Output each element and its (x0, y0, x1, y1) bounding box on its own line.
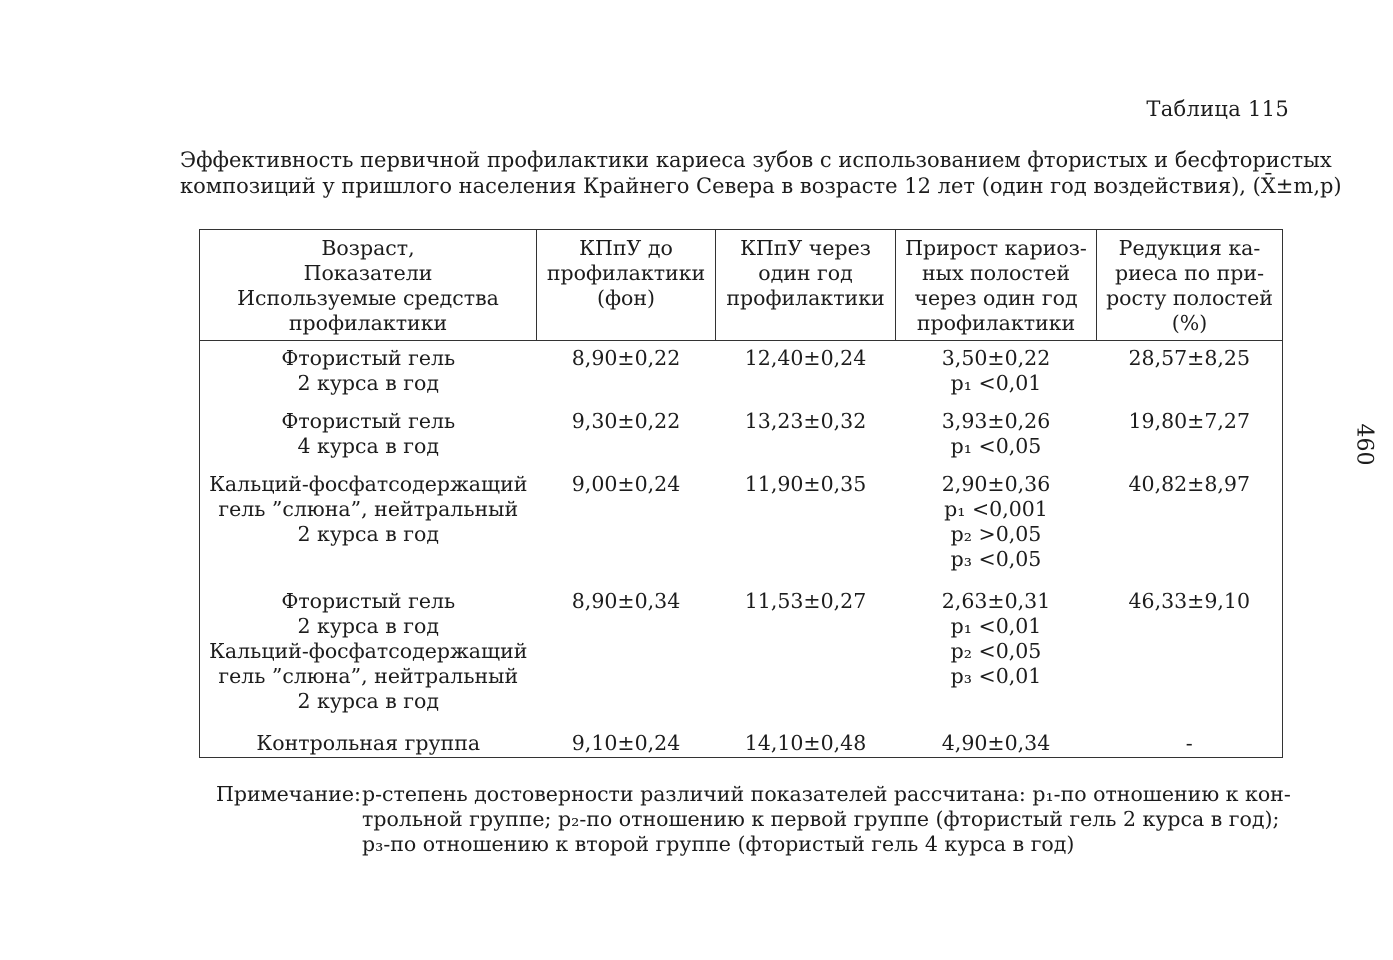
table-row (200, 404, 1283, 467)
header-agent (200, 230, 537, 341)
data-table (199, 229, 1283, 758)
header-increase (896, 230, 1097, 341)
table-row (200, 584, 1283, 726)
cell-agent (200, 467, 537, 584)
increase-line: 3,93±0,26 (941, 409, 1051, 433)
increase-line: p₃ <0,01 (950, 664, 1042, 688)
note-body (362, 782, 1291, 857)
table-label: Таблица 115 (1146, 97, 1289, 121)
agent-line: Кальций-фосфатсодержащий (209, 639, 528, 663)
increase-line: p₁ <0,001 (944, 497, 1048, 521)
header-line: Редукция ка- (1118, 236, 1261, 260)
page-number: 460 (1351, 423, 1377, 466)
note-line: p₃-по отношению к второй группе (фтористый гель 4 курса в год) (362, 832, 1075, 856)
cell-before: 9,10±0,24 (571, 731, 681, 755)
agent-line: Фтористый гель (281, 409, 456, 433)
header-line: Возраст, (321, 236, 415, 260)
increase-line: 3,50±0,22 (941, 346, 1051, 370)
header-line: профилактики (916, 311, 1076, 335)
increase-line: 4,90±0,34 (941, 731, 1051, 755)
cell-after: 11,90±0,35 (744, 472, 867, 496)
cell-increase (896, 467, 1097, 584)
header-line: КПпУ через (740, 236, 871, 260)
note-line: трольной группе; p₂-по отношению к первой группе (фтористый гель 2 курса в год); (362, 807, 1280, 831)
cell-before: 8,90±0,22 (571, 346, 681, 370)
header-row (200, 230, 1283, 341)
cell-reduction: 46,33±9,10 (1128, 589, 1250, 613)
header-line: ных полостей (921, 261, 1071, 285)
increase-line: 2,90±0,36 (941, 472, 1051, 496)
cell-after: 12,40±0,24 (744, 346, 867, 370)
cell-before: 9,30±0,22 (571, 409, 681, 433)
increase-line: p₁ <0,01 (950, 371, 1042, 395)
header-after (716, 230, 896, 341)
note-head: Примечание: (216, 782, 361, 806)
cell-before: 9,00±0,24 (571, 472, 681, 496)
increase-line: p₁ <0,05 (950, 434, 1042, 458)
table-row (200, 467, 1283, 584)
cell-reduction: 19,80±7,27 (1128, 409, 1250, 433)
cell-agent (200, 584, 537, 726)
cell-increase (896, 341, 1097, 405)
note-line: p-степень достоверности различий показателей рассчитана: p₁-по отношению к кон- (362, 782, 1291, 806)
cell-reduction: 28,57±8,25 (1128, 346, 1250, 370)
cell-agent (200, 726, 537, 758)
cell-agent (200, 341, 537, 405)
header-line: (фон) (596, 286, 656, 310)
cell-increase (896, 584, 1097, 726)
caption-line: Эффективность первичной профилактики кариеса зубов с использованием фтористых и бесфтористых (180, 148, 1332, 172)
header-line: один год (758, 261, 853, 285)
agent-line: 2 курса в год (297, 689, 440, 713)
header-line: Прирост кариоз- (905, 236, 1087, 260)
table-caption (180, 147, 1342, 199)
cell-after: 13,23±0,32 (744, 409, 867, 433)
header-line: КПпУ до (579, 236, 673, 260)
cell-reduction: 40,82±8,97 (1128, 472, 1250, 496)
increase-line: p₂ <0,05 (950, 639, 1042, 663)
cell-after: 14,10±0,48 (744, 731, 867, 755)
agent-line: гель ”слюна”, нейтральный (218, 497, 519, 521)
header-before (537, 230, 716, 341)
header-line: профилактики (288, 311, 448, 335)
cell-reduction: - (1185, 731, 1193, 755)
header-line: риеса по при- (1114, 261, 1265, 285)
header-line: росту полостей (1106, 286, 1273, 310)
increase-line: p₂ >0,05 (950, 522, 1042, 546)
header-line: Показатели (303, 261, 433, 285)
agent-line: Контрольная группа (256, 731, 481, 755)
table-row (200, 726, 1283, 758)
cell-before: 8,90±0,34 (571, 589, 681, 613)
header-line: профилактики (726, 286, 885, 310)
agent-line: гель ”слюна”, нейтральный (218, 664, 519, 688)
cell-agent (200, 404, 537, 467)
agent-line: 2 курса в год (297, 614, 440, 638)
table-row (200, 341, 1283, 405)
cell-increase (896, 404, 1097, 467)
increase-line: 2,63±0,31 (941, 589, 1051, 613)
increase-line: p₁ <0,01 (950, 614, 1042, 638)
header-line: (%) (1171, 311, 1208, 335)
agent-line: Фтористый гель (281, 589, 456, 613)
agent-line: 2 курса в год (297, 522, 440, 546)
agent-line: 2 курса в год (297, 371, 440, 395)
cell-increase (896, 726, 1097, 758)
header-line: Используемые средства (237, 286, 499, 310)
increase-line: p₃ <0,05 (950, 547, 1042, 571)
agent-line: Кальций-фосфатсодержащий (209, 472, 528, 496)
agent-line: 4 курса в год (297, 434, 440, 458)
agent-line: Фтористый гель (281, 346, 456, 370)
header-reduction (1097, 230, 1283, 341)
header-line: через один год (914, 286, 1078, 310)
header-line: профилактики (546, 261, 706, 285)
caption-line: композиций у пришлого населения Крайнего Севера в возрасте 12 лет (один год воздействия), (X̄±m,p) (180, 174, 1342, 198)
cell-after: 11,53±0,27 (744, 589, 867, 613)
